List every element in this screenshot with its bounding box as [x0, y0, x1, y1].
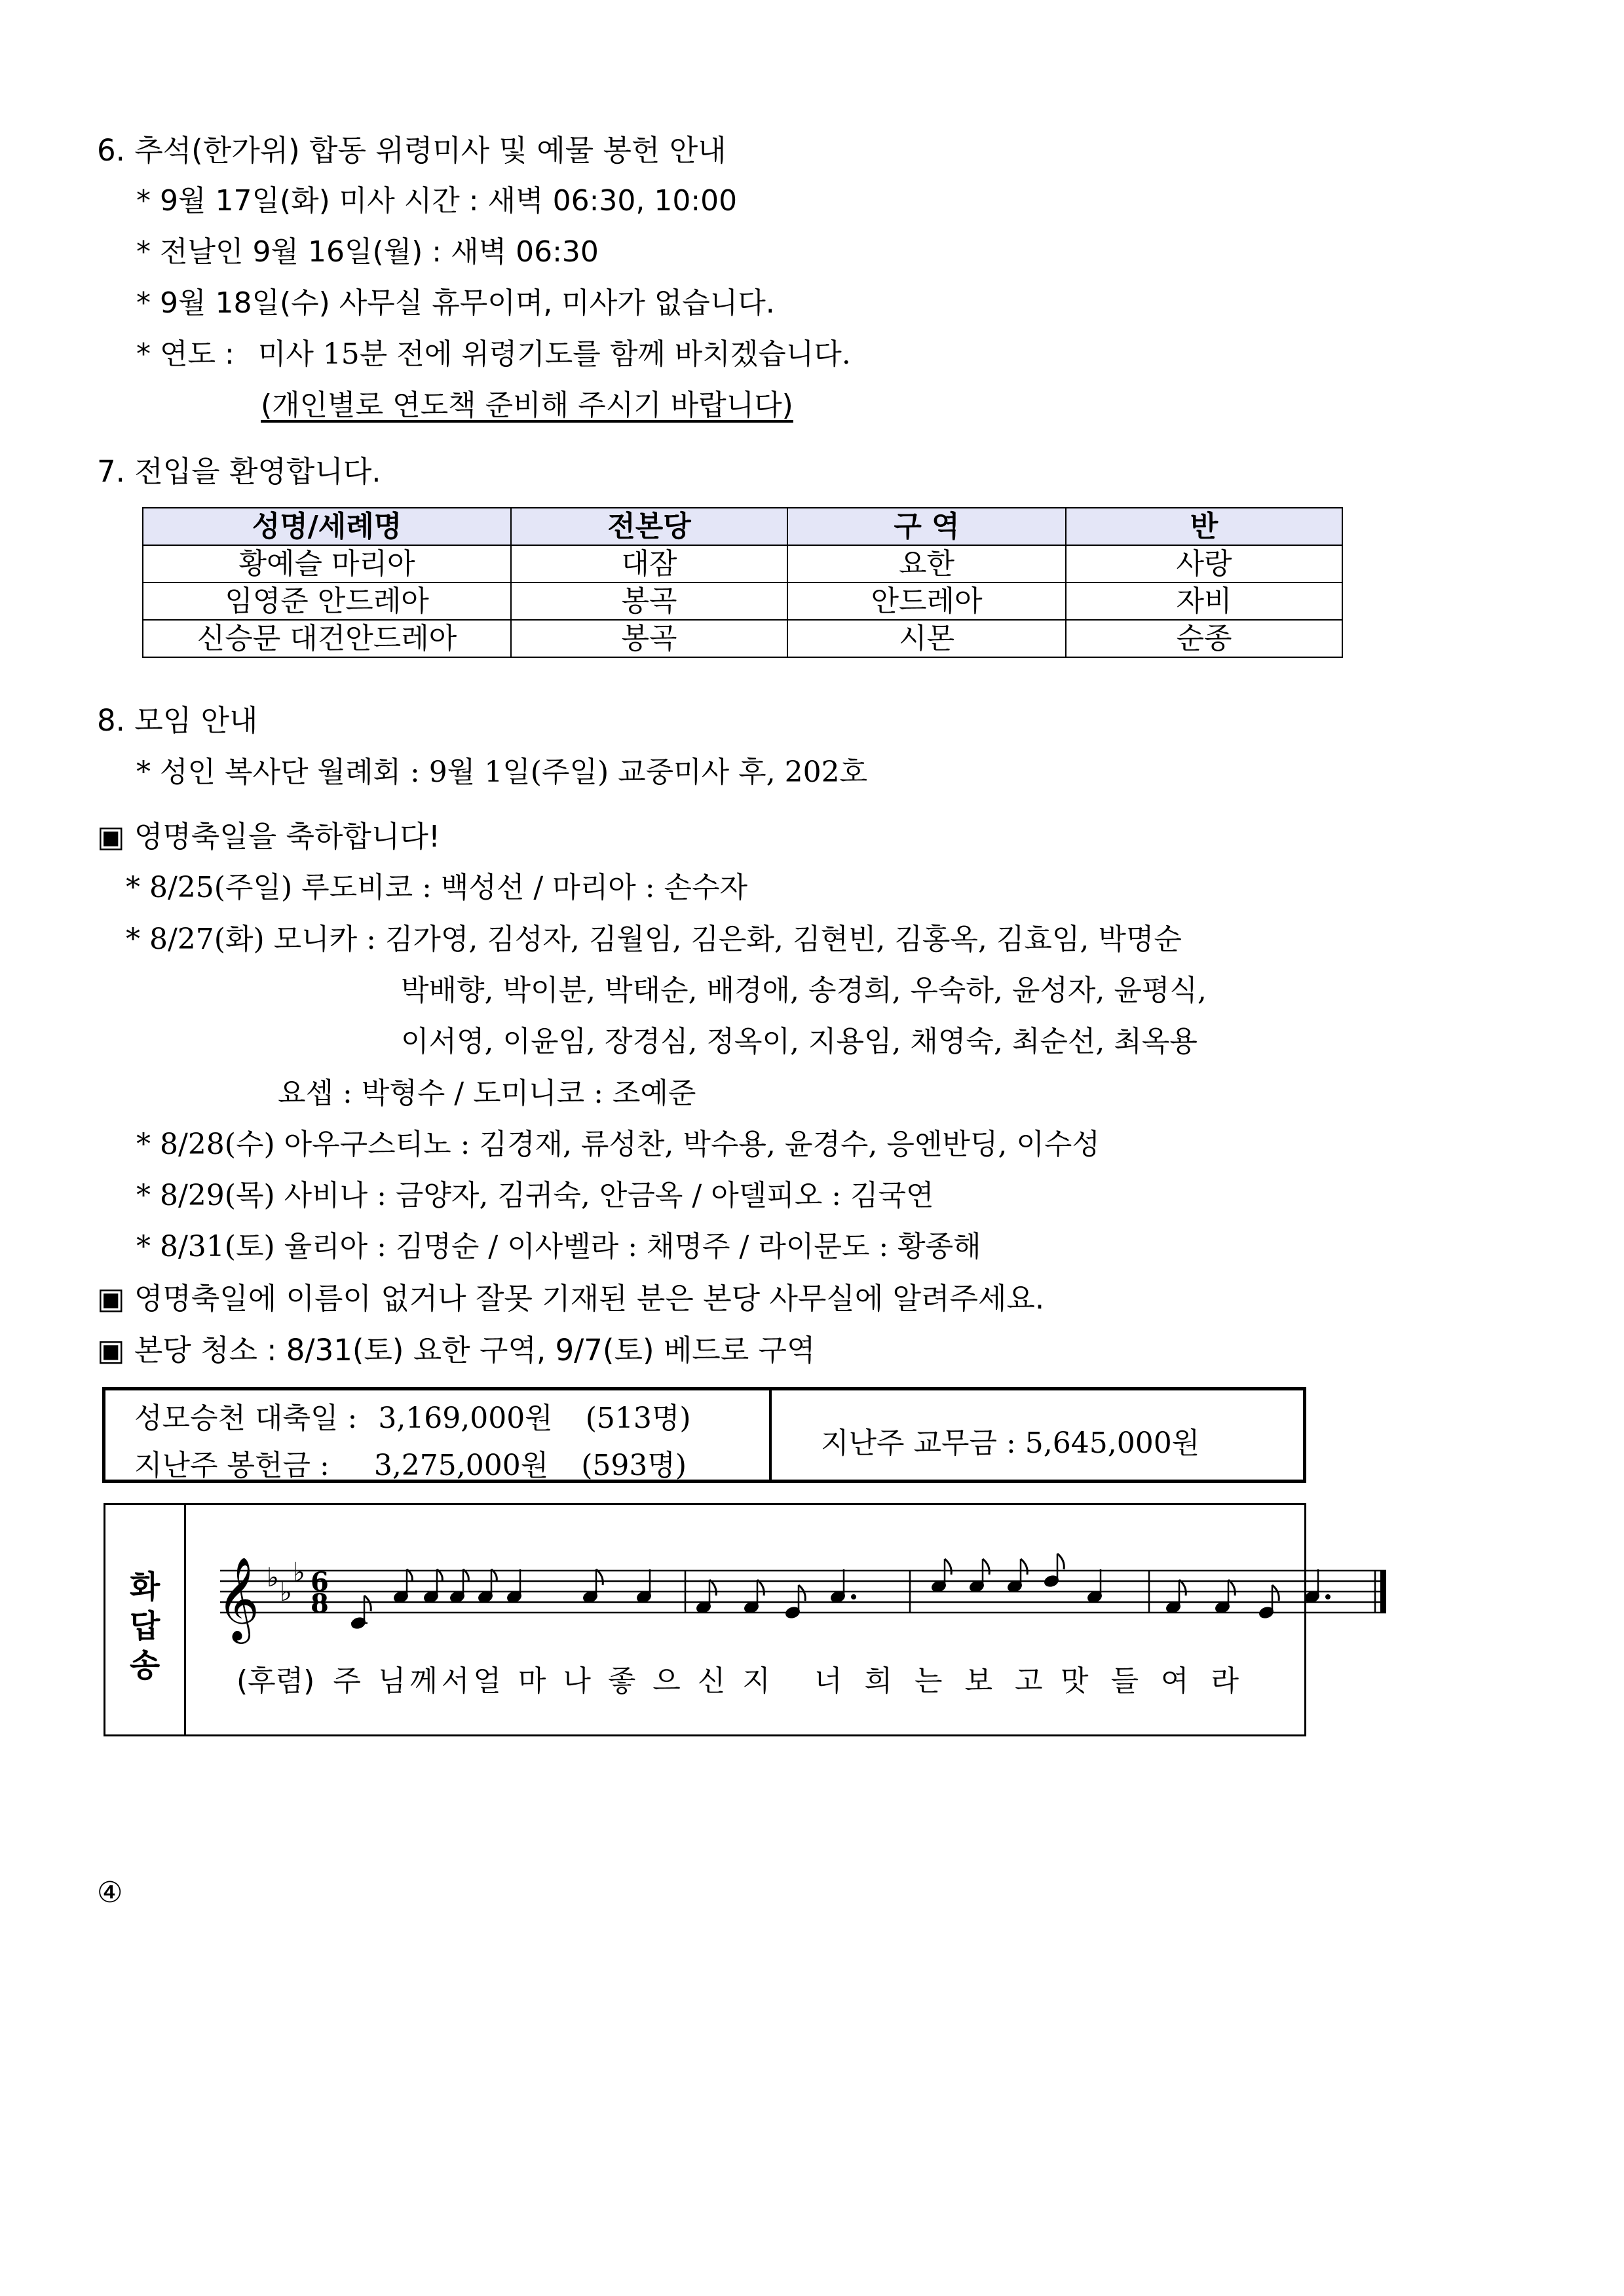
col-header-name: 성명/세례명 [143, 508, 511, 545]
feast-line: 박배향, 박이분, 박태순, 배경애, 송경희, 우숙하, 윤성자, 윤평식, [401, 974, 1207, 1007]
psalm-lyric-refrain [236, 1657, 774, 1699]
table-row [143, 545, 1342, 583]
col-header-parish: 전본당 [511, 508, 787, 545]
yeondo-note: (개인별로 연도책 준비해 주시기 바랍니다) [261, 389, 793, 422]
cell-group: 사랑 [1066, 545, 1342, 583]
lyric-phrase-3: 맛 들 여 라 [1061, 1664, 1245, 1698]
cell-group: 순종 [1066, 620, 1342, 657]
page-number: ④ [97, 1876, 123, 1909]
feast-line: * 8/31(토) 율리아 : 김명순 / 이사벨라 : 채명주 / 라이문도 : 황종해 [136, 1230, 981, 1263]
finance-row2-count: (593명) [581, 1449, 687, 1482]
schedule-line-3: * 9월 18일(수) 사무실 휴무이며, 미사가 없습니다. [136, 286, 775, 320]
cell-name: 황예슬 마리아 [143, 545, 511, 583]
svg-text:♭: ♭ [293, 1558, 305, 1588]
feast-notice: ▣ 영명축일에 이름이 없거나 잘못 기재된 분은 본당 사무실에 알려주세요. [97, 1281, 1045, 1316]
psalm-divider [184, 1505, 186, 1734]
newcomer-table [142, 507, 1343, 658]
psalm-label-char: 송 [129, 1647, 161, 1684]
meeting-line: * 성인 복사단 월례회 : 9월 1일(주일) 교중미사 후, 202호 [136, 756, 868, 789]
finance-row1-count: (513명) [585, 1402, 691, 1435]
cell-group: 자비 [1066, 583, 1342, 620]
psalm-label-char: 화 [129, 1569, 161, 1605]
col-header-group: 반 [1066, 508, 1342, 545]
table-row [143, 620, 1342, 657]
svg-text:♭: ♭ [267, 1563, 279, 1593]
feast-line: 이서영, 이윤임, 장경심, 정옥이, 지용임, 채영숙, 최순선, 최옥용 [401, 1025, 1198, 1058]
feast-line: * 8/25(주일) 루도비코 : 백성선 / 마리아 : 손수자 [126, 871, 748, 904]
finance-row1-amount: 3,169,000원 [378, 1402, 553, 1435]
finance-row1-label: 성모승천 대축일 : [134, 1402, 358, 1435]
yeondo-line [136, 330, 851, 372]
lyric-prefix: (후렴) [236, 1664, 315, 1698]
psalm-box [104, 1503, 1306, 1736]
yeondo-label: * 연도 : [136, 337, 235, 371]
psalm-music-staff [210, 1531, 1403, 1656]
section7-title: 7. 전입을 환영합니다. [97, 454, 381, 489]
svg-text:♭: ♭ [280, 1577, 292, 1607]
cell-district: 안드레아 [787, 583, 1066, 620]
cell-name: 신승문 대건안드레아 [143, 620, 511, 657]
section8-title: 8. 모임 안내 [97, 703, 258, 738]
table-row [143, 583, 1342, 620]
tithe-total: 지난주 교무금 : 5,645,000원 [821, 1426, 1200, 1460]
finance-row-2 [134, 1442, 687, 1483]
feast-title: ▣ 영명축일을 축하합니다! [97, 819, 440, 854]
svg-text:6: 6 [311, 1567, 329, 1598]
schedule-line-2: * 전날인 9월 16일(월) : 새벽 06:30 [136, 235, 599, 269]
finance-row2-label: 지난주 봉헌금 : [134, 1449, 330, 1482]
cell-name: 임영준 안드레아 [143, 583, 511, 620]
feast-line: 요셉 : 박형수 / 도미니코 : 조예준 [278, 1077, 696, 1110]
finance-divider [769, 1390, 772, 1480]
yeondo-text: 미사 15분 전에 위령기도를 함께 바치겠습니다. [257, 337, 851, 371]
feast-line: * 8/27(화) 모니카 : 김가영, 김성자, 김월임, 김은화, 김현빈, 김홍옥, 김효임, 박명순 [126, 923, 1182, 956]
feast-line: * 8/28(수) 아우구스티노 : 김경재, 류성찬, 박수용, 윤경수, 응엔반딩, 이수성 [136, 1128, 1100, 1161]
svg-text:8: 8 [311, 1588, 329, 1619]
schedule-line-1: * 9월 17일(화) 미사 시간 : 새벽 06:30, 10:00 [136, 184, 738, 218]
finance-row-1 [134, 1394, 691, 1436]
cell-district: 요한 [787, 545, 1066, 583]
section6-title: 6. 추석(한가위) 합동 위령미사 및 예물 봉헌 안내 [97, 133, 727, 168]
lyric-phrase-1: 주 님께서얼 마 나 좋 으 신 지 [333, 1664, 774, 1698]
table-header-row [143, 508, 1342, 545]
cell-parish: 대잠 [511, 545, 787, 583]
finance-box [102, 1387, 1306, 1483]
lyric-phrase-2: 너 희 는 보 고 [814, 1664, 1049, 1698]
feast-line: * 8/29(목) 사비나 : 금양자, 김귀숙, 안금옥 / 아델피오 : 김국연 [136, 1179, 934, 1212]
col-header-district: 구 역 [787, 508, 1066, 545]
finance-row2-amount: 3,275,000원 [373, 1449, 549, 1482]
svg-text:𝄞: 𝄞 [217, 1556, 260, 1640]
cell-district: 시몬 [787, 620, 1066, 657]
psalm-label [105, 1567, 184, 1685]
psalm-label-char: 답 [129, 1608, 161, 1645]
cell-parish: 봉곡 [511, 583, 787, 620]
cleaning-notice: ▣ 본당 청소 : 8/31(토) 요한 구역, 9/7(토) 베드로 구역 [97, 1333, 816, 1368]
cell-parish: 봉곡 [511, 620, 787, 657]
